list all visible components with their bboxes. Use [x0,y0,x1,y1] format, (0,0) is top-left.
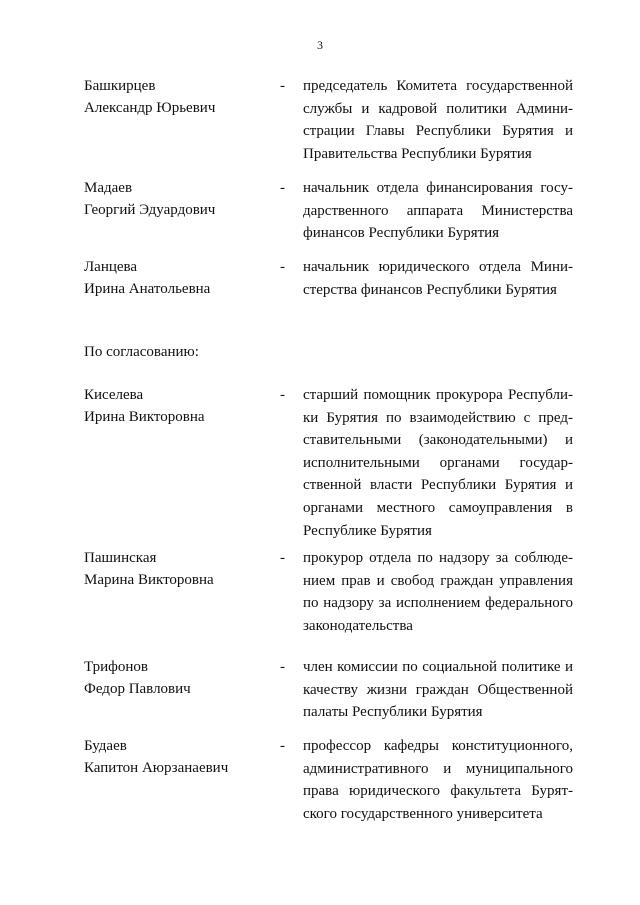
person-name [84,256,274,300]
dash-separator: - [280,550,285,566]
role-line: по надзору за исполнением федерального [303,595,573,612]
given-names: Капитон Аюрзанаевич [84,760,229,776]
role-line: ского государственного университета [303,805,543,822]
role-line: административного и муниципального [303,760,573,777]
role-line: Республике Бурятия [303,522,432,539]
dash-separator: - [280,78,285,94]
role-line: ки Бурятия по взаимодействию с пред- [303,409,573,426]
given-names: Александр Юрьевич [84,100,216,116]
position-description [303,735,573,825]
role-line: службы и кадровой политики Админи- [303,100,573,117]
position-description [303,256,573,301]
dash-separator: - [280,738,285,754]
given-names: Ирина Викторовна [84,409,205,425]
dash-separator: - [280,180,285,196]
surname: Киселева [84,387,144,403]
role-line: ставительными (законодательными) и [303,432,573,449]
person-name [84,384,274,428]
role-line: исполнительными органами государ- [303,454,573,471]
role-line: права юридического факультета Бурят- [303,783,573,800]
role-line: дарственного аппарата Министерства [303,202,573,219]
surname: Ланцева [84,259,138,275]
role-line: Правительства Республики Бурятия [303,145,532,162]
dash-separator: - [280,259,285,275]
section-heading: По согласованию: [84,344,199,360]
position-description [303,656,573,724]
given-names: Ирина Анатольевна [84,281,211,297]
role-line: страции Главы Республики Бурятия и [303,123,573,140]
position-description [303,75,573,165]
position-description [303,547,573,637]
person-name [84,177,274,221]
role-line: финансов Республики Бурятия [303,225,500,242]
person-name [84,547,274,591]
role-line: член комиссии по социальной политике и [303,659,573,675]
surname: Будаев [84,738,127,754]
given-names: Федор Павлович [84,681,191,697]
role-line: профессор кафедры конституционного, [303,738,573,754]
person-name [84,656,274,700]
role-line: палаты Республики Бурятия [303,704,483,721]
role-line: председатель Комитета государственной [303,78,573,94]
role-line: ственной власти Республики Бурятия и [303,477,573,494]
position-description [303,177,573,245]
position-description [303,384,573,542]
surname: Мадаев [84,180,133,196]
surname: Трифонов [84,659,148,675]
role-line: начальник юридического отдела Мини- [303,259,573,275]
role-line: органами местного самоуправления в [303,499,573,516]
role-line: старший помощник прокурора Республи- [303,387,573,403]
dash-separator: - [280,387,285,403]
surname: Башкирцев [84,78,156,94]
page-number: 3 [317,38,323,52]
given-names: Георгий Эдуардович [84,202,216,218]
given-names: Марина Викторовна [84,572,214,588]
person-name [84,75,274,119]
surname: Пашинская [84,550,157,566]
person-name [84,735,274,779]
role-line: начальник отдела финансирования госу- [303,180,573,196]
dash-separator: - [280,659,285,675]
role-line: законодательства [303,617,413,634]
role-line: прокурор отдела по надзору за соблюде- [303,550,573,566]
role-line: качеству жизни граждан Общественной [303,681,573,698]
role-line: нием прав и свобод граждан управления [303,572,573,589]
role-line: стерства финансов Республики Бурятия [303,281,557,298]
